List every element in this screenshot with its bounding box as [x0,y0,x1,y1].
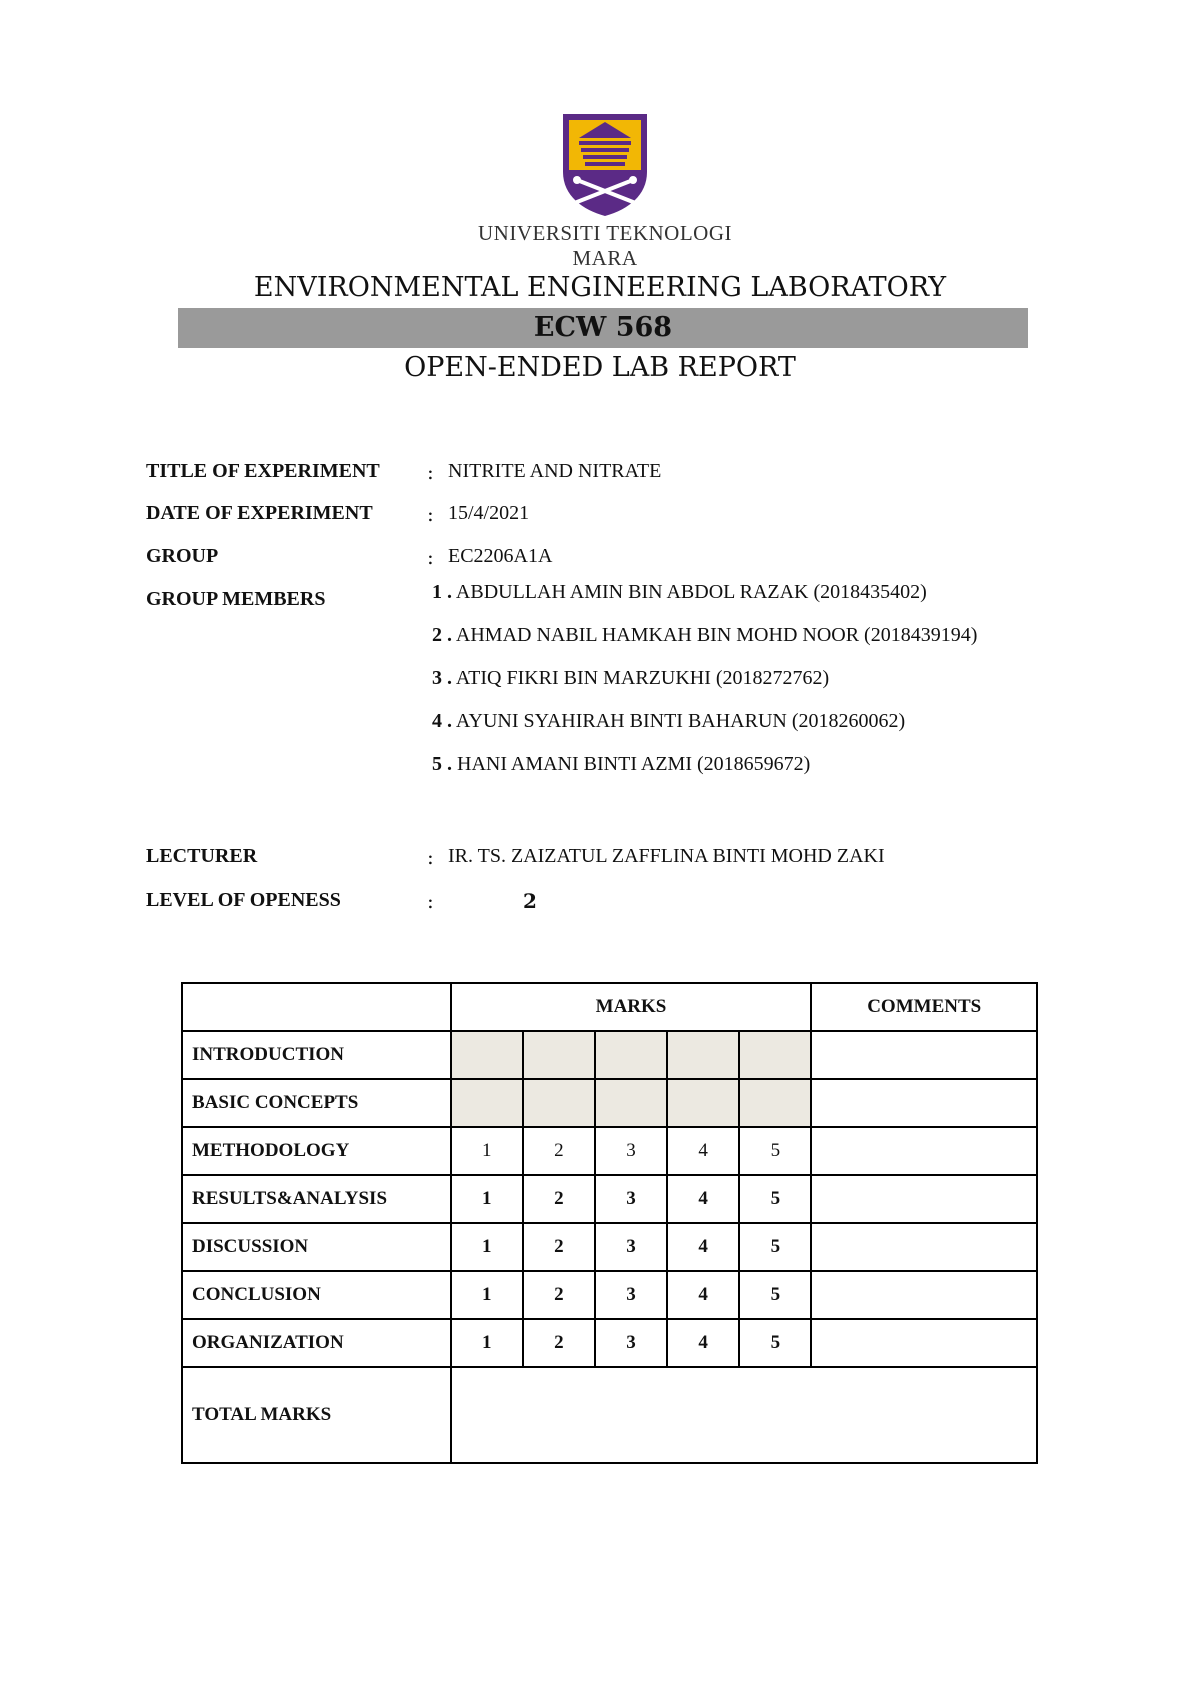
table-header-row [182,983,1037,1031]
colon-separator: : [427,545,434,569]
total-marks-label: TOTAL MARKS [182,1367,451,1463]
empty-header-cell [182,983,451,1031]
score-cell [451,1079,523,1127]
comment-cell [811,1127,1037,1175]
member-name: ABDULLAH AMIN BIN ABDOL RAZAK (2018435402) [455,581,927,603]
member-number: 5 . [432,753,452,775]
group-member-item [432,667,829,690]
comment-cell [811,1319,1037,1367]
score-cell [523,1031,595,1079]
table-row [182,1127,1037,1175]
score-cell: 2 [523,1175,595,1223]
member-number: 4 . [432,710,452,732]
course-code-banner: ECW 568 [178,308,1028,348]
report-type-title: OPEN-ENDED LAB REPORT [404,352,796,383]
score-cell: 5 [739,1127,811,1175]
score-cell: 3 [595,1175,667,1223]
group-members-label: GROUP MEMBERS [146,588,326,610]
score-cell [451,1031,523,1079]
total-marks-row [182,1367,1037,1463]
comment-cell [811,1223,1037,1271]
criterion-label: DISCUSSION [182,1223,451,1271]
colon-separator: : [427,889,434,913]
level-of-openness-label: LEVEL OF OPENESS [146,889,341,911]
score-cell: 2 [523,1223,595,1271]
criterion-label: ORGANIZATION [182,1319,451,1367]
score-cell: 2 [523,1127,595,1175]
university-name: UNIVERSITI TEKNOLOGI MARA [478,221,732,270]
date-of-experiment-label: DATE OF EXPERIMENT [146,502,373,524]
score-cell: 1 [451,1271,523,1319]
table-row [182,1079,1037,1127]
level-of-openness-value: 2 [523,889,537,913]
score-cell: 3 [595,1127,667,1175]
score-cell: 2 [523,1319,595,1367]
marks-table [181,982,1038,1464]
group-member-item [432,581,927,604]
date-of-experiment-value: 15/4/2021 [448,502,530,524]
lecturer-label: LECTURER [146,845,258,867]
member-name: AHMAD NABIL HAMKAH BIN MOHD NOOR (2018439194) [455,624,978,646]
title-of-experiment-value: NITRITE AND NITRATE [448,460,662,482]
group-label: GROUP [146,545,219,567]
comments-header: COMMENTS [811,983,1037,1031]
colon-separator: : [427,845,434,869]
comment-cell [811,1175,1037,1223]
member-number: 1 . [432,581,452,603]
group-member-item [432,753,810,776]
score-cell: 5 [739,1319,811,1367]
score-cell [595,1079,667,1127]
score-cell [523,1079,595,1127]
comment-cell [811,1079,1037,1127]
lecturer-value: IR. TS. ZAIZATUL ZAFFLINA BINTI MOHD ZAKI [448,845,885,867]
score-cell: 1 [451,1319,523,1367]
table-row [182,1223,1037,1271]
member-number: 2 . [432,624,452,646]
score-cell [595,1031,667,1079]
member-name: ATIQ FIKRI BIN MARZUKHI (2018272762) [455,667,830,689]
score-cell [667,1031,739,1079]
table-row [182,1031,1037,1079]
score-cell: 4 [667,1175,739,1223]
score-cell: 5 [739,1223,811,1271]
university-crest-logo [555,110,655,218]
score-cell [739,1031,811,1079]
score-cell: 4 [667,1127,739,1175]
score-cell: 3 [595,1223,667,1271]
group-value: EC2206A1A [448,545,553,567]
score-cell: 4 [667,1223,739,1271]
score-cell: 3 [595,1319,667,1367]
criterion-label: INTRODUCTION [182,1031,451,1079]
criterion-label: METHODOLOGY [182,1127,451,1175]
lab-title: ENVIRONMENTAL ENGINEERING LABORATORY [253,272,947,303]
member-number: 3 . [432,667,452,689]
score-cell: 5 [739,1175,811,1223]
member-name: AYUNI SYAHIRAH BINTI BAHARUN (2018260062) [455,710,906,732]
criterion-label: RESULTS&ANALYSIS [182,1175,451,1223]
member-name: HANI AMANI BINTI AZMI (2018659672) [457,753,811,775]
score-cell: 4 [667,1319,739,1367]
score-cell: 4 [667,1271,739,1319]
table-row [182,1319,1037,1367]
score-cell [739,1079,811,1127]
score-cell [667,1079,739,1127]
comment-cell [811,1031,1037,1079]
score-cell: 1 [451,1175,523,1223]
colon-separator: : [427,460,434,484]
score-cell: 1 [451,1127,523,1175]
group-member-item [432,624,977,647]
criterion-label: CONCLUSION [182,1271,451,1319]
marks-header: MARKS [451,983,812,1031]
score-cell: 3 [595,1271,667,1319]
score-cell: 5 [739,1271,811,1319]
comment-cell [811,1271,1037,1319]
total-marks-value-cell [451,1367,1037,1463]
colon-separator: : [427,502,434,526]
group-member-item [432,710,905,733]
criterion-label: BASIC CONCEPTS [182,1079,451,1127]
score-cell: 1 [451,1223,523,1271]
table-row [182,1175,1037,1223]
table-row [182,1271,1037,1319]
title-of-experiment-label: TITLE OF EXPERIMENT [146,460,380,482]
score-cell: 2 [523,1271,595,1319]
